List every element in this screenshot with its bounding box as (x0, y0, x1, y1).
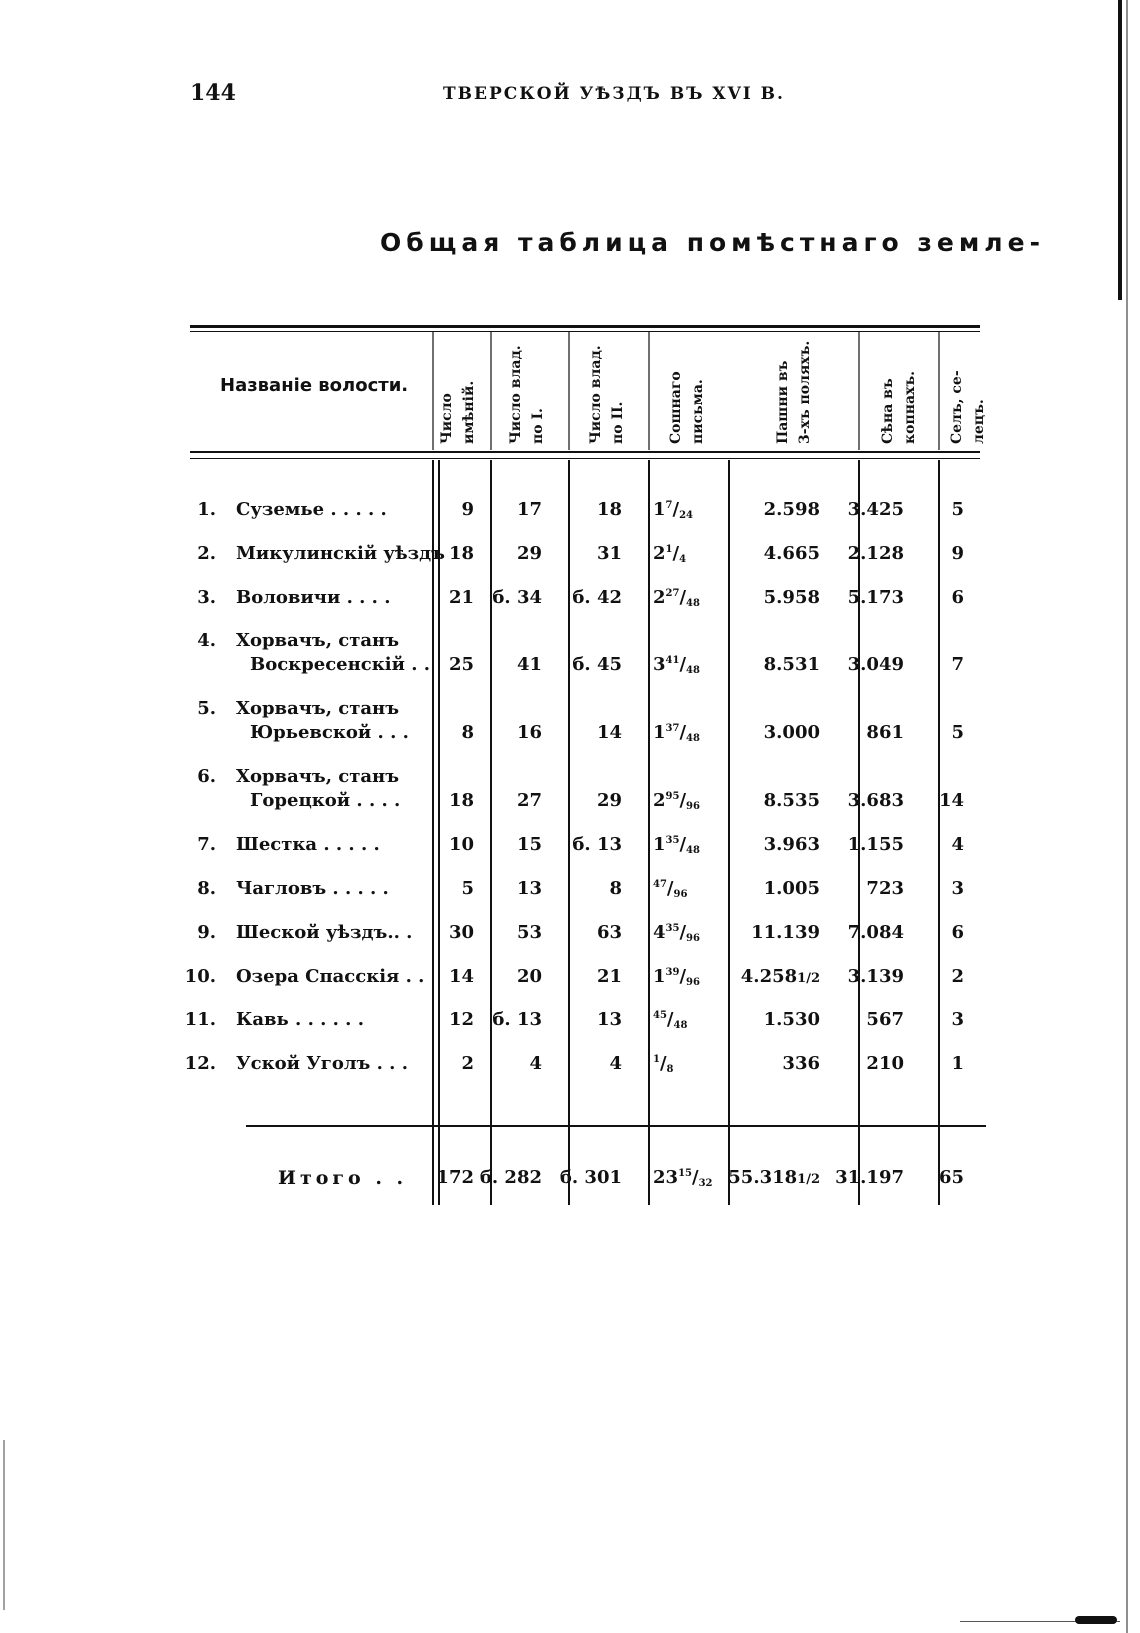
cell-c5: 8.535 (763, 790, 820, 811)
row-name: Хорвачъ, станъ (236, 766, 400, 787)
cell-c1: 10 (448, 834, 474, 855)
vline-header-4 (648, 332, 650, 450)
header-c2: Число влад. по I. (508, 345, 546, 444)
cell-c7: 6 (951, 587, 964, 608)
row-name: Хорвачъ, станъ (236, 630, 400, 651)
vline-header-2 (490, 332, 492, 450)
cell-c7: 1 (951, 1053, 964, 1074)
row-number: 9. (197, 922, 216, 943)
total-c5: 55.3181/2 (728, 1167, 820, 1188)
header-c7: Селъ, се- лецъ. (949, 370, 987, 444)
cell-c2: 41 (516, 654, 542, 675)
cell-c5: 3.963 (763, 834, 820, 855)
rule-top (190, 325, 980, 328)
cell-c3: 8 (609, 878, 622, 899)
cell-c2: б. 34 (492, 587, 542, 608)
table-row-cont (0, 790, 1140, 830)
row-name: Хорвачъ, станъ (236, 698, 400, 719)
cell-c4: $4^{35}/_{96}$ (653, 922, 700, 944)
cell-c3: 21 (596, 966, 622, 987)
cell-c7: 2 (951, 966, 964, 987)
cell-c6: 723 (866, 878, 904, 899)
rule-top-thin (190, 331, 980, 332)
cell-c6: 3.049 (847, 654, 904, 675)
cell-c4: $1^{37}/_{48}$ (653, 722, 700, 744)
cell-c7: 5 (951, 499, 964, 520)
cell-c4: $1^{39}/_{96}$ (653, 966, 700, 988)
cell-c4: $2^{27}/_{48}$ (653, 587, 700, 609)
cell-c6: 1.155 (847, 834, 904, 855)
row-number: 11. (184, 1009, 216, 1030)
header-c4: Сошнаго письма. (668, 371, 706, 444)
header-c5: Пашни въ 3-хъ поляхъ. (775, 340, 813, 444)
table-row (0, 587, 1140, 627)
row-number: 2. (197, 543, 216, 564)
total-c3: б. 301 (559, 1167, 622, 1188)
cell-c4: $2^{95}/_{96}$ (653, 790, 700, 812)
table-row (0, 543, 1140, 583)
total-c6: 31.197 (835, 1167, 904, 1188)
cell-c6: 3.425 (847, 499, 904, 520)
table-row (0, 878, 1140, 918)
cell-c1: 18 (448, 543, 474, 564)
scan-blot (1075, 1616, 1117, 1624)
cell-c1: 21 (448, 587, 474, 608)
cell-c2: 13 (516, 878, 542, 899)
total-c1: 172 (436, 1167, 474, 1188)
cell-c3: 14 (596, 722, 622, 743)
cell-c1: 25 (448, 654, 474, 675)
row-number: 1. (197, 499, 216, 520)
row-number: 8. (197, 878, 216, 899)
total-label: Итого . . (278, 1167, 408, 1189)
table-row-cont (0, 722, 1140, 762)
vline-header-3 (568, 332, 570, 450)
cell-c2: 15 (516, 834, 542, 855)
cell-c7: 3 (951, 1009, 964, 1030)
cell-c5: 3.000 (763, 722, 820, 743)
cell-c1: 18 (448, 790, 474, 811)
header-c6: Сѣна въ копнахъ. (880, 371, 918, 444)
cell-c2: 20 (516, 966, 542, 987)
table-row (0, 499, 1140, 539)
cell-c3: 18 (596, 499, 622, 520)
cell-c6: 567 (866, 1009, 904, 1030)
cell-c2: 27 (516, 790, 542, 811)
cell-c5: 336 (782, 1053, 820, 1074)
rule-header-bottom (190, 451, 980, 453)
cell-c2: б. 13 (492, 1009, 542, 1030)
cell-c7: 5 (951, 722, 964, 743)
row-number: 7. (197, 834, 216, 855)
cell-c2: 53 (516, 922, 542, 943)
row-name-line2: Юрьевской . . . (250, 722, 409, 743)
cell-c2: 4 (529, 1053, 542, 1074)
vline-header-7 (938, 332, 940, 450)
cell-c1: 5 (461, 878, 474, 899)
row-number: 5. (197, 698, 216, 719)
table-row (0, 1053, 1140, 1093)
header-name: Названіе волости. (220, 375, 409, 396)
row-name-line2: Воскресенскій . . (250, 654, 431, 675)
cell-c1: 2 (461, 1053, 474, 1074)
table-row (0, 922, 1140, 962)
cell-c3: 63 (596, 922, 622, 943)
cell-c7: 3 (951, 878, 964, 899)
row-name: Уской Уголъ . . . (236, 1053, 408, 1074)
table-row (0, 1009, 1140, 1049)
cell-c2: 29 (516, 543, 542, 564)
rule-total-top (246, 1125, 986, 1127)
cell-c1: 9 (461, 499, 474, 520)
row-number: 6. (197, 766, 216, 787)
total-c2: б. 282 (479, 1167, 542, 1188)
cell-c6: 861 (866, 722, 904, 743)
cell-c4: $^{45}/_{48}$ (653, 1009, 688, 1031)
row-name: Кавь . . . . . . (236, 1009, 364, 1030)
page-number: 144 (190, 80, 236, 106)
cell-c1: 12 (448, 1009, 474, 1030)
running-head: ТВЕРСКОЙ УѢЗДЪ ВЪ XVI В. (443, 84, 785, 104)
total-row (0, 1167, 1140, 1207)
cell-c4: $^1/_8$ (653, 1053, 674, 1075)
row-name: Шестка . . . . . (236, 834, 380, 855)
cell-c7: 9 (951, 543, 964, 564)
scan-edge-left (3, 1440, 5, 1610)
cell-c5: 8.531 (763, 654, 820, 675)
cell-c3: б. 42 (572, 587, 622, 608)
cell-c3: б. 13 (572, 834, 622, 855)
vline-header-6 (858, 332, 860, 450)
row-name: Чагловъ . . . . . (236, 878, 389, 899)
cell-c1: 30 (448, 922, 474, 943)
cell-c3: 4 (609, 1053, 622, 1074)
cell-c5: 4.2581/2 (740, 966, 820, 987)
row-name: Микулинскій уѣздъ (236, 543, 445, 564)
cell-c5: 11.139 (751, 922, 820, 943)
row-number: 12. (184, 1053, 216, 1074)
table-row-cont (0, 654, 1140, 694)
row-name: Воловичи . . . . (236, 587, 391, 608)
cell-c5: 4.665 (763, 543, 820, 564)
cell-c6: 5.173 (847, 587, 904, 608)
cell-c3: 29 (596, 790, 622, 811)
cell-c4: $3^{41}/_{48}$ (653, 654, 700, 676)
header-c1: Число имѣній. (439, 380, 477, 444)
cell-c3: б. 45 (572, 654, 622, 675)
row-name-line2: Горецкой . . . . (250, 790, 401, 811)
row-name: Суземье . . . . . (236, 499, 387, 520)
header-c3: Число влад. по II. (588, 345, 626, 444)
cell-c4: $^{47}/_{96}$ (653, 878, 688, 900)
cell-c1: 14 (448, 966, 474, 987)
row-number: 4. (197, 630, 216, 651)
cell-c7: 6 (951, 922, 964, 943)
cell-c6: 7.084 (847, 922, 904, 943)
cell-c5: 1.530 (763, 1009, 820, 1030)
rule-header-bottom-thin (190, 458, 980, 459)
table-title: Общая таблица помѣстнаго земле- (380, 228, 1045, 257)
cell-c4: $1^7/_{24}$ (653, 499, 693, 521)
row-name: Озера Спасскія . . (236, 966, 425, 987)
total-c7: 65 (938, 1167, 964, 1188)
total-c4: $23^{15}/_{32}$ (653, 1167, 713, 1189)
cell-c6: 2.128 (847, 543, 904, 564)
vline-header-1 (432, 332, 434, 450)
cell-c6: 210 (866, 1053, 904, 1074)
cell-c5: 1.005 (763, 878, 820, 899)
cell-c1: 8 (461, 722, 474, 743)
table-row (0, 966, 1140, 1006)
cell-c7: 14 (938, 790, 964, 811)
cell-c4: $1^{35}/_{48}$ (653, 834, 700, 856)
cell-c3: 31 (596, 543, 622, 564)
cell-c5: 5.958 (763, 587, 820, 608)
row-number: 3. (197, 587, 216, 608)
cell-c4: $2^1/_4$ (653, 543, 687, 565)
table-row (0, 834, 1140, 874)
row-name: Шеской уѣздъ.. . (236, 922, 413, 943)
cell-c7: 4 (951, 834, 964, 855)
cell-c2: 17 (516, 499, 542, 520)
cell-c3: 13 (596, 1009, 622, 1030)
cell-c6: 3.139 (847, 966, 904, 987)
cell-c5: 2.598 (763, 499, 820, 520)
row-number: 10. (184, 966, 216, 987)
cell-c2: 16 (516, 722, 542, 743)
cell-c7: 7 (951, 654, 964, 675)
cell-c6: 3.683 (847, 790, 904, 811)
scan-edge-right (1118, 0, 1122, 300)
